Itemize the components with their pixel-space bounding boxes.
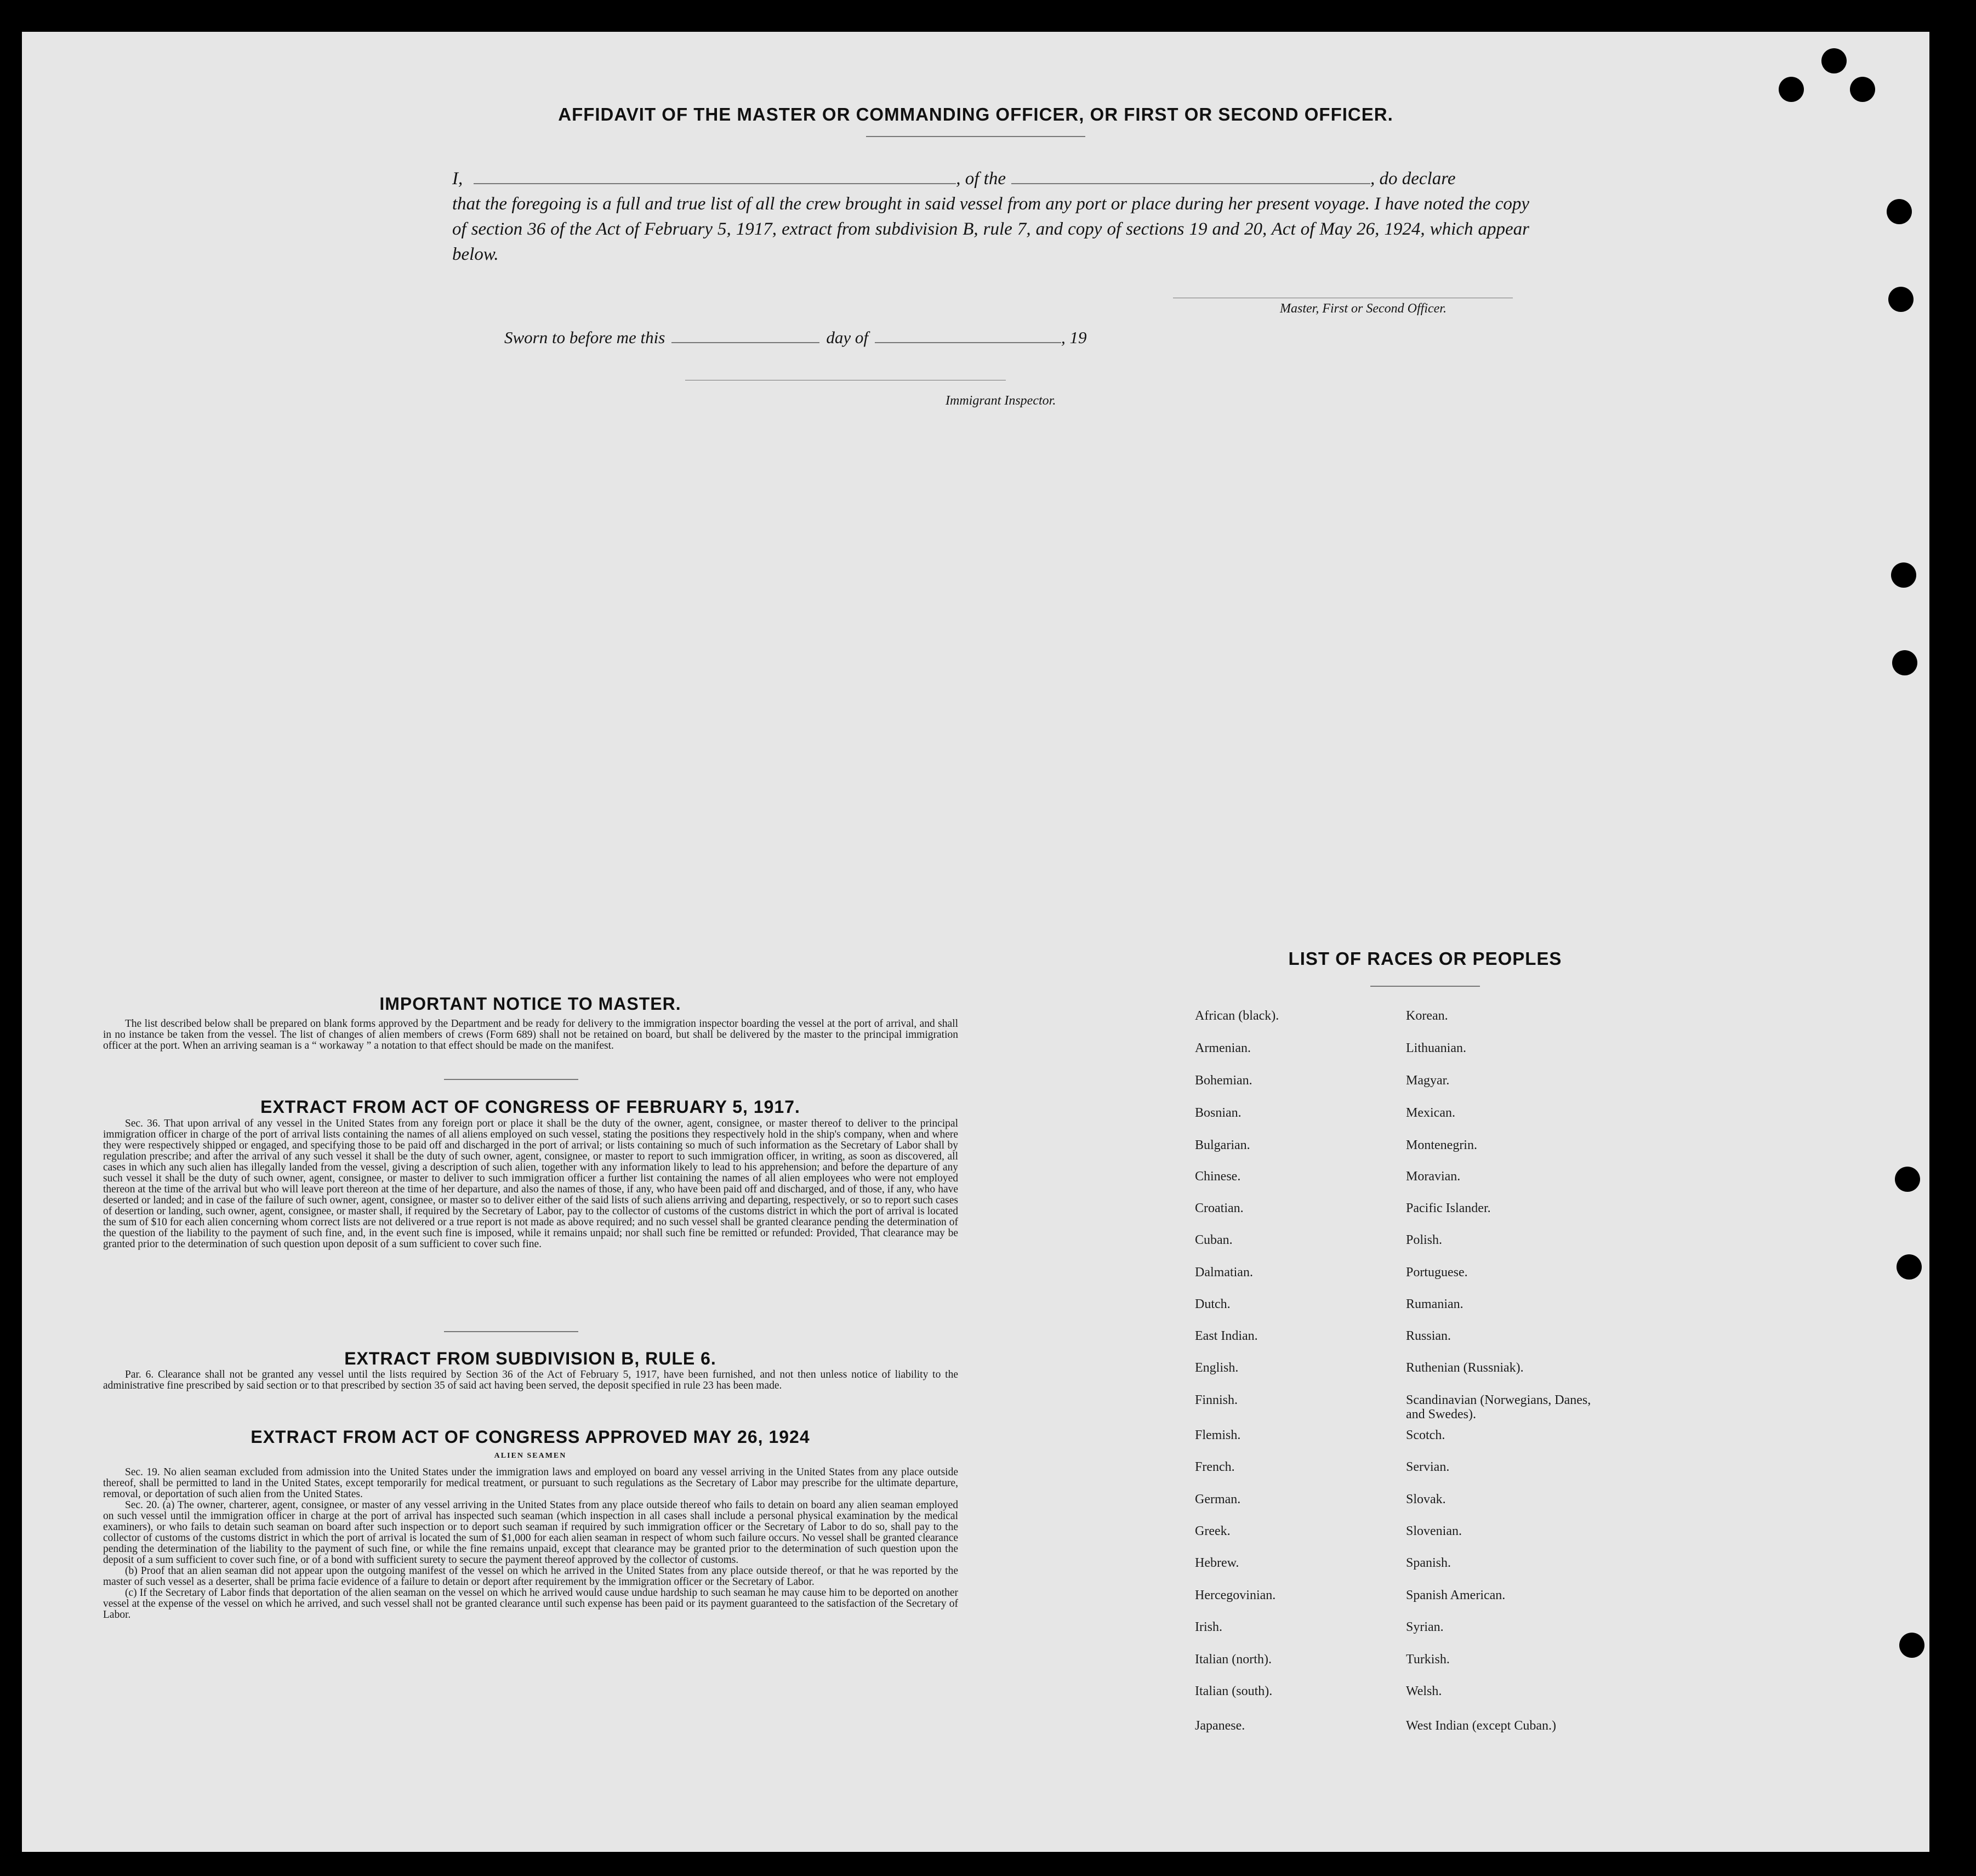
officer-caption: Master, First or Second Officer. [1280, 302, 1447, 316]
inspector-caption: Immigrant Inspector. [946, 394, 1056, 408]
race-item: Finnish. [1195, 1393, 1238, 1407]
race-item: Greek. [1195, 1524, 1231, 1538]
race-item: Turkish. [1406, 1652, 1450, 1667]
race-item: Syrian. [1406, 1620, 1444, 1634]
race-item: Hercegovinian. [1195, 1588, 1276, 1602]
sworn-year: , 19 [1061, 328, 1087, 347]
race-item: Japanese. [1195, 1719, 1245, 1733]
affidavit-text [452, 166, 1529, 267]
rule6-paragraph: Par. 6. Clearance shall not be granted any vessel until the lists required by Section 36 of the Act of February 5, 1917, have been furnished, and not then unless notice of liability to the administrative fine prescribed by said section or to that prescribed by section 35 of said act having been served, the deposit specified in rule 23 has been made. [103, 1369, 958, 1391]
sworn-prefix: Sworn to before me this [504, 328, 665, 347]
race-item: Scandinavian (Norwegians, Danes, and Swedes). [1406, 1393, 1591, 1422]
race-item: Dutch. [1195, 1297, 1231, 1311]
race-item: Spanish American. [1406, 1588, 1506, 1602]
race-item: Scotch. [1406, 1428, 1445, 1442]
race-item: Ruthenian (Russniak). [1406, 1361, 1524, 1375]
rule6-body [103, 1369, 958, 1391]
declaration-line [452, 166, 1529, 191]
sworn-line [504, 328, 1086, 348]
race-item: Dalmatian. [1195, 1265, 1253, 1280]
divider [1370, 986, 1480, 987]
act1917-paragraph: Sec. 36. That upon arrival of any vessel in the United States from any foreign port or place it shall be the duty of the owner, agent, consignee, or master thereof to deliver to the principal immigration officer in charge of the port of arrival lists containing the names of all aliens employed on such vessel, stating the positions they respectively hold in the ship's company, when and where they were respectively shipped or engaged, and specifying those to be paid off and discharged in the port of arrival; or lists containing so much of such information as the Secretary of Labor shall by regulation prescribe; and after the arrival of any such vessel it shall be the duty of such owner, agent, consignee, or master to report to such immigration officer, in writing, as soon as discovered, all cases in which any such alien has illegally landed from the vessel, giving a description of such alien, together with any information likely to lead to his apprehension; and before the departure of any such vessel it shall be the duty of such owner, agent, consignee, or master to deliver to such immigration officer a further list containing the names of all alien employees who were not employed thereon at the time of the arrival but who will leave port thereon at the time of her departure, and also the names of those, if any, who have been paid off and discharged, and of those, if any, who have deserted or landed; and in case of the failure of such owner, agent, consignee, or master so to deliver either of the said lists of such aliens arriving and departing, respectively, or so to report such cases of desertion or landing, such owner, agent, consignee, or master shall, if required by the Secretary of Labor, pay to the collector of customs of the customs district in which the port of arrival is located the sum of $10 for each alien concerning whom correct lists are not delivered or a true report is not made as above required; and no such vessel shall be granted clearance pending the determination of the question of the liability to the payment of such fine, and, in the event such fine is imposed, while it remains unpaid; nor shall such fine be remitted or refunded: Provided, That clearance may be granted prior to the determination of such question upon deposit of a sum sufficient to cover such fine. [103, 1118, 958, 1250]
sworn-day-field[interactable] [671, 342, 819, 343]
act1924-paragraph: Sec. 20. (a) The owner, charterer, agent, consignee, or master of any vessel arriving in the United States from any place outside thereof who fails to detain on board any alien seaman employed on such vessel until the immigration officer in charge at the port of arrival has inspected such seaman (which inspection in all cases shall include a personal physical examination by the medical examiners), or who fails to detain such seaman on board after such inspection or to deport such seaman if required by such immigration officer or the Secretary of Labor to do so, shall pay to the collector of customs of the customs district in which the port of arrival is located the sum of $1,000 for each alien seaman in respect of whom such failure occurs. No vessel shall be granted clearance pending the determination of the liability to the payment of such fine, or while the fine remains unpaid, except that clearance may be granted prior to the determination of such question upon the deposit of a sum sufficient to cover such fine, or of a bond with sufficient surety to secure the payment thereof approved by the collector of customs. [103, 1499, 958, 1566]
affidavit-title: AFFIDAVIT OF THE MASTER OR COMMANDING OFFICER, OR FIRST OR SECOND OFFICER. [558, 104, 1393, 124]
race-item: Hebrew. [1195, 1556, 1239, 1570]
race-item: Irish. [1195, 1620, 1222, 1634]
document-sheet [22, 32, 1929, 1852]
divider [866, 136, 1085, 137]
race-item: German. [1195, 1492, 1241, 1507]
race-item: Bosnian. [1195, 1106, 1242, 1120]
act1924-subtitle: ALIEN SEAMEN [494, 1452, 567, 1460]
act1917-body [103, 1118, 958, 1250]
race-item: Italian (south). [1195, 1684, 1273, 1698]
act1917-title: EXTRACT FROM ACT OF CONGRESS OF FEBRUARY 5, 1917. [260, 1097, 800, 1117]
race-item: Lithuanian. [1406, 1041, 1466, 1055]
punch-hole [1899, 1633, 1924, 1658]
race-item: West Indian (except Cuban.) [1406, 1719, 1556, 1733]
race-item: Slovenian. [1406, 1524, 1462, 1538]
race-item: Portuguese. [1406, 1265, 1468, 1280]
race-item: Slovak. [1406, 1492, 1446, 1507]
race-item: Bulgarian. [1195, 1138, 1250, 1152]
race-item: East Indian. [1195, 1329, 1258, 1343]
punch-hole [1892, 650, 1917, 675]
act1924-title: EXTRACT FROM ACT OF CONGRESS APPROVED MAY 26, 1924 [250, 1427, 810, 1447]
race-item: Polish. [1406, 1233, 1443, 1247]
declarant-prefix: I, [452, 169, 463, 189]
race-item: Italian (north). [1195, 1652, 1272, 1667]
act1924-body [103, 1467, 958, 1621]
act1924-paragraph: (b) Proof that an alien seaman did not appear upon the outgoing manifest of the vessel on which he arrived in the United States from any place outside thereof, or that he was reported by the master of such vessel as a deserter, shall be prima facie evidence of a failure to detain or deport after requirement by the immigration officer or the Secretary of Labor. [103, 1565, 958, 1588]
race-item: Russian. [1406, 1329, 1451, 1343]
race-item: Welsh. [1406, 1684, 1442, 1698]
punch-hole [1897, 1254, 1922, 1280]
race-item: Croatian. [1195, 1201, 1244, 1215]
race-item: Flemish. [1195, 1428, 1241, 1442]
race-item: Moravian. [1406, 1169, 1461, 1184]
vessel-name-field[interactable] [1011, 183, 1370, 184]
race-item: Mexican. [1406, 1106, 1455, 1120]
race-item: Cuban. [1195, 1233, 1233, 1247]
race-item: African (black). [1195, 1009, 1279, 1023]
races-title: LIST OF RACES OR PEOPLES [1288, 948, 1562, 969]
punch-hole [1887, 199, 1912, 224]
affidavit-body: that the foregoing is a full and true list of all the crew brought in said vessel from any port or place during her present voyage. I have noted the copy of section 36 of the Act of February 5, 1917, extract from subdivision B, rule 7, and copy of sections 19 and 20, Act of May 26, 1924, which appear below. [452, 194, 1529, 264]
do-declare-text: , do declare [1370, 169, 1456, 189]
race-item: Pacific Islander. [1406, 1201, 1491, 1215]
race-item: Armenian. [1195, 1041, 1251, 1055]
race-item: Spanish. [1406, 1556, 1451, 1570]
race-item: Korean. [1406, 1009, 1448, 1023]
race-item: Magyar. [1406, 1073, 1450, 1088]
race-item: Servian. [1406, 1460, 1450, 1474]
punch-hole [1891, 562, 1916, 588]
punch-hole [1895, 1167, 1920, 1192]
divider [444, 1331, 578, 1332]
officer-name-field[interactable] [474, 183, 956, 184]
notice-title: IMPORTANT NOTICE TO MASTER. [379, 994, 681, 1014]
punch-hole [1779, 77, 1804, 102]
punch-hole [1850, 77, 1875, 102]
race-item: Chinese. [1195, 1169, 1241, 1184]
race-item: Montenegrin. [1406, 1138, 1477, 1152]
act1924-paragraph: Sec. 19. No alien seaman excluded from admission into the United States under the immigration laws and employed on board any vessel arriving in the United States from any place outside thereof, shall be permitted to land in the United States, except temporarily for medical treatment, or pursuant to such regulations as the Secretary of Labor may prescribe for the ultimate departure, removal, or deportation of such alien from the United States. [103, 1466, 958, 1500]
sworn-month-field[interactable] [875, 342, 1061, 343]
rule6-title: EXTRACT FROM SUBDIVISION B, RULE 6. [344, 1349, 716, 1368]
of-the-text: , of the [956, 169, 1006, 189]
notice-paragraph: The list described below shall be prepared on blank forms approved by the Department and be ready for delivery to the immigration inspector boarding the vessel at the port of arrival, and shall in no instance be taken from the vessel. The list of changes of alien members of crews (Form 689) shall not be retained on board, but shall be delivered by the master to the principal immigration officer at the port. When an arriving seaman is a “ workaway ” a notation to that effect should be made on the manifest. [103, 1018, 958, 1051]
punch-hole [1888, 287, 1914, 312]
race-item: English. [1195, 1361, 1239, 1375]
punch-hole [1821, 48, 1847, 73]
race-item: Bohemian. [1195, 1073, 1252, 1088]
act1924-paragraph: (c) If the Secretary of Labor finds that deportation of the alien seaman on the vessel on which he arrived would cause undue hardship to such seaman he may cause him to be deported on another vessel at the expense of the vessel on which he arrived, and such vessel shall not be granted clearance until such expense has been paid or its payment guaranteed to the satisfaction of the Secretary of Labor. [103, 1587, 958, 1621]
race-item: Rumanian. [1406, 1297, 1464, 1311]
notice-body [103, 1019, 958, 1051]
divider [444, 1079, 578, 1080]
sworn-day-of: day of [826, 328, 868, 347]
race-item: French. [1195, 1460, 1235, 1474]
